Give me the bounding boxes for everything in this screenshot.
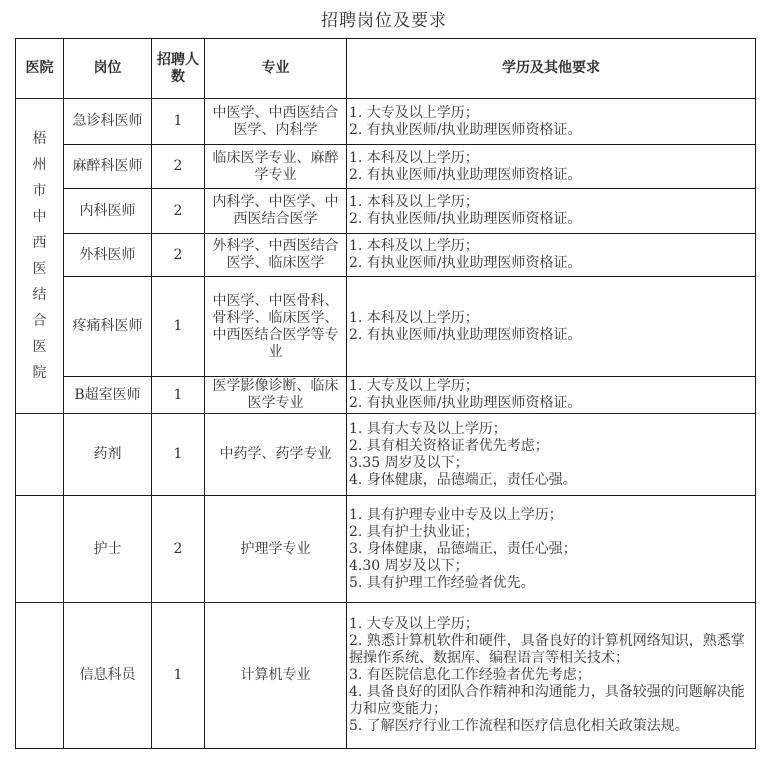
table-row: [16, 377, 756, 414]
requirement-line: 2. 有执业医师/执业助理医师资格证。: [349, 326, 582, 343]
requirements-cell: [347, 145, 756, 189]
requirement-line: 2. 具有相关资格证者优先考虑；: [349, 437, 549, 454]
major-cell: 中药学、药学专业: [205, 414, 347, 496]
major-cell: 计算机专业: [205, 603, 347, 749]
requirement-line: 1. 大专及以上学历；: [349, 616, 479, 632]
count-cell: 1: [152, 277, 205, 377]
count-cell: 2: [152, 496, 205, 603]
requirement-line: 2. 有执业医师/执业助理医师资格证。: [349, 121, 582, 138]
hospital-name-char: 结: [32, 287, 47, 303]
hospital-name-char: 医: [32, 261, 47, 277]
count-cell: 2: [152, 189, 205, 234]
requirement-line: 2. 具有护士执业证；: [349, 523, 479, 540]
requirement-line: 4. 身体健康，品德端正，责任心强。: [349, 471, 577, 488]
page-title: 招聘岗位及要求: [321, 11, 447, 31]
hospital-name-char: 中: [32, 209, 47, 225]
hospital-empty-cell: [16, 496, 64, 603]
count-cell: 2: [152, 145, 205, 189]
col-header-position: 岗位: [64, 39, 152, 99]
requirement-line: 1. 具有护理专业中专及以上学历；: [349, 506, 563, 523]
col-header-requirements: 学历及其他要求: [347, 39, 756, 99]
hospital-name-char: 市: [32, 183, 47, 199]
major-cell: 中医学、中西医结合医学、内科学: [205, 99, 347, 145]
requirements-cell: [347, 603, 756, 749]
requirement-line: 2. 有执业医师/执业助理医师资格证。: [349, 255, 582, 271]
hospital-name-char: 合: [32, 313, 47, 329]
hospital-name-char: 医: [32, 339, 47, 355]
major-cell: 护理学专业: [205, 496, 347, 603]
position-cell: 信息科员: [64, 603, 152, 749]
requirements-cell: [347, 414, 756, 496]
hospital-empty-cell: [16, 414, 64, 496]
requirements-cell: [347, 99, 756, 145]
major-cell: 中医学、中医骨科、骨科学、临床医学、中西医结合医学等专业: [205, 277, 347, 377]
requirements-cell: [347, 189, 756, 234]
hospital-name-char: 州: [32, 157, 47, 173]
major-cell: 医学影像诊断、临床医学专业: [205, 377, 347, 414]
major-cell: 临床医学专业、麻醉学专业: [205, 145, 347, 189]
col-header-count: 招聘人数: [152, 39, 205, 99]
col-header-major: 专业: [205, 39, 347, 99]
table-row: [16, 414, 756, 496]
position-cell: 护士: [64, 496, 152, 603]
hospital-name: [18, 126, 61, 386]
position-cell: 内科医师: [64, 189, 152, 234]
requirements-cell: [347, 234, 756, 277]
requirement-line: 5. 了解医疗行业工作流程和医疗信息化相关政策法规。: [349, 718, 689, 734]
table-row: [16, 189, 756, 234]
position-cell: 外科医师: [64, 234, 152, 277]
requirement-line: 1. 大专及以上学历；: [349, 104, 479, 121]
table-row: [16, 603, 756, 749]
major-cell: 外科学、中西医结合医学、临床医学: [205, 234, 347, 277]
recruitment-table: [15, 38, 756, 749]
requirement-line: 2. 有执业医师/执业助理医师资格证。: [349, 211, 582, 227]
count-cell: 1: [152, 377, 205, 414]
requirement-line: 1. 本科及以上学历；: [349, 149, 479, 166]
table-row: [16, 234, 756, 277]
table-row: [16, 277, 756, 377]
requirement-line: 2. 有执业医师/执业助理医师资格证。: [349, 395, 582, 411]
count-cell: 1: [152, 99, 205, 145]
requirement-line: 3.35 周岁及以下；: [349, 454, 469, 471]
requirement-line: 1. 本科及以上学历；: [349, 238, 479, 254]
hospital-name-char: 梧: [32, 131, 47, 147]
requirement-line: 4. 具备良好的团队合作精神和沟通能力，具备较强的问题解决能力和应变能力；: [349, 684, 745, 717]
hospital-name-cell: [16, 99, 64, 414]
requirement-line: 3. 有医院信息化工作经验者优先考虑；: [349, 667, 591, 683]
position-cell: 麻醉科医师: [64, 145, 152, 189]
count-cell: 1: [152, 414, 205, 496]
position-cell: 急诊科医师: [64, 99, 152, 145]
position-cell: 疼痛科医师: [64, 277, 152, 377]
position-cell: 药剂: [64, 414, 152, 496]
requirement-line: 1. 本科及以上学历；: [349, 194, 479, 210]
requirement-line: 2. 有执业医师/执业助理医师资格证。: [349, 166, 582, 183]
count-cell: 1: [152, 603, 205, 749]
requirements-cell: [347, 496, 756, 603]
table-row: [16, 145, 756, 189]
col-header-hospital: 医院: [16, 39, 64, 99]
requirements-cell: [347, 277, 756, 377]
requirement-line: 4.30 周岁及以下；: [349, 557, 469, 574]
requirement-line: 1. 大专及以上学历；: [349, 378, 479, 394]
hospital-empty-cell: [16, 603, 64, 749]
major-cell: 内科学、中医学、中西医结合医学: [205, 189, 347, 234]
requirement-line: 5. 具有护理工作经验者优先。: [349, 574, 535, 591]
header-row: [16, 39, 756, 99]
table-row: [16, 99, 756, 145]
count-cell: 2: [152, 234, 205, 277]
requirement-line: 1. 具有大专及以上学历；: [349, 420, 507, 437]
hospital-name-char: 西: [32, 235, 47, 251]
requirement-line: 2. 熟悉计算机软件和硬件，具备良好的计算机网络知识，熟悉掌握操作系统、数据库、编程语言等相关技术；: [349, 633, 745, 666]
hospital-name-char: 院: [32, 365, 47, 381]
requirement-line: 3. 身体健康，品德端正，责任心强；: [349, 540, 577, 557]
table-row: [16, 496, 756, 603]
position-cell: B超室医师: [64, 377, 152, 414]
requirement-line: 1. 本科及以上学历；: [349, 309, 479, 326]
requirements-cell: [347, 377, 756, 414]
